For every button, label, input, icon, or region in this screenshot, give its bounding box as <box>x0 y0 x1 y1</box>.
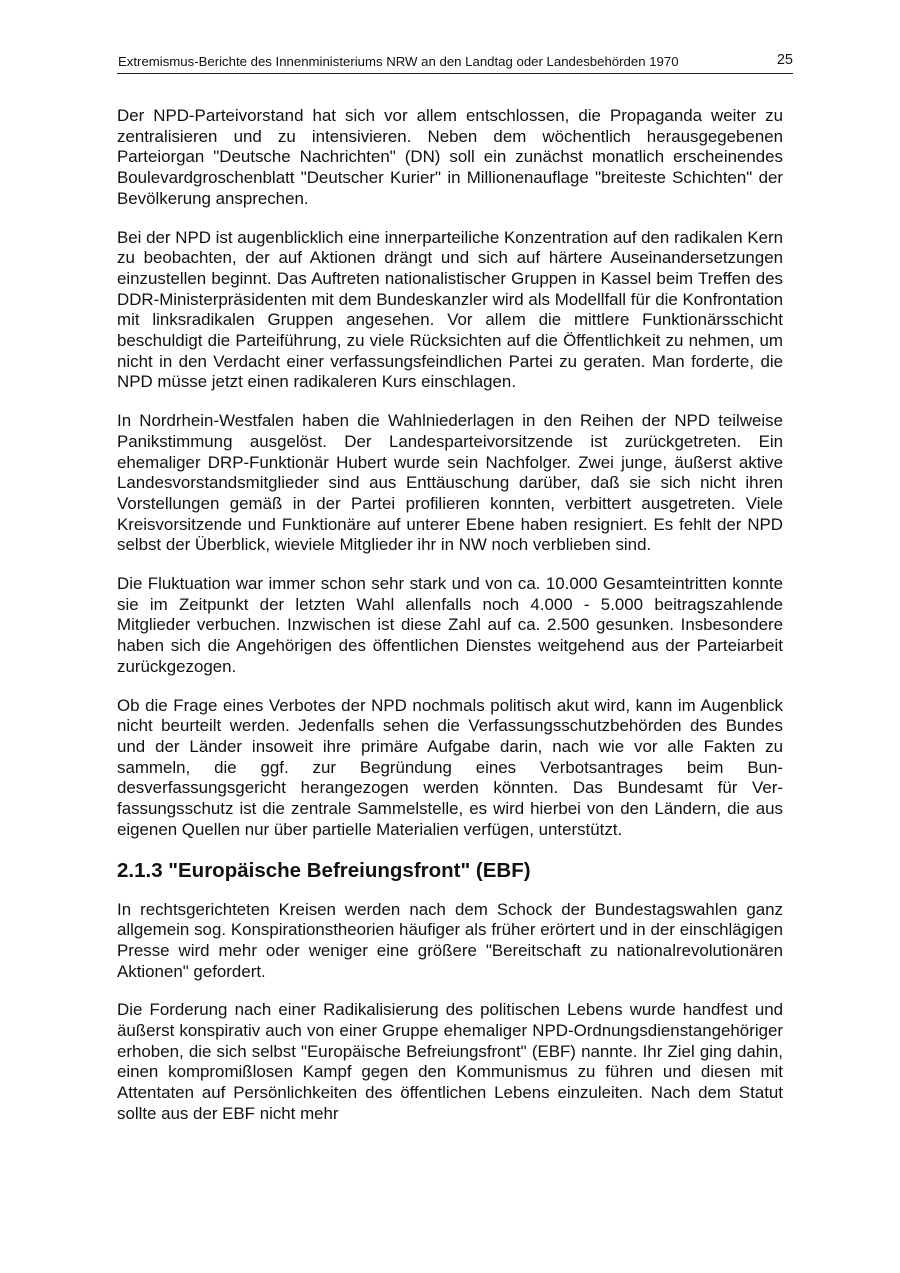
paragraph-npd-radicalization: Bei der NPD ist augenblicklich eine innerparteiliche Konzentration auf den radikalen Kern zu beobachten, der auf Aktionen drängt und sich auf härtere Auseinandersetzungen einzustellen beginnt. Das Auftreten nationalistischer Gruppen in Kassel beim Treffen des DDR-Ministerpräsidenten mit dem Bundeskanzler wird als Modellfall für die Konfrontation mit linksradikalen Gruppen angesehen. Vor allem die mittlere Funktionärsschicht beschuldigt die Parteiführung, zu viele Rücksichten auf die Öffentlichkeit zu nehmen, um nicht in den Verdacht einer verfassungsfeindlichen Partei zu geraten. Man forderte, die NPD müsse jetzt einen radikaleren Kurs einschlagen. <box>117 227 783 392</box>
paragraph-membership-fluctuation: Die Fluktuation war immer schon sehr stark und von ca. 10.000 Gesamteintritten konnte sie im Zeitpunkt der letzten Wahl allenfalls noch 4.000 - 5.000 beitragszahlende Mitglieder verbuchen. Inzwischen ist diese Zahl auf ca. 2.500 gesunken. Insbesondere haben sich die Angehörigen des öffentlichen Dienstes weitgehend aus der Parteiarbeit zurückgezogen. <box>117 574 783 676</box>
paragraph-ebf-group: Die Forderung nach einer Radikalisierung des politischen Lebens wurde handfest und äußerst konspirativ auch von einer Gruppe ehemaliger NPD-Ordnungsdienstangehöriger erhoben, die sich selbst "Europäische Befreiungsfront" (EBF) nannte. Ihr Ziel ging dahin, einen kompromißlosen Kampf gegen den Kommunismus zu führen und diesen mit Attentaten auf Persönlichkeiten des öffentlichen Lebens einzuleiten. Nach dem Statut sollte aus der EBF nicht mehr <box>117 1000 783 1123</box>
paragraph-conspiracy-theories: In rechtsgerichteten Kreisen werden nach dem Schock der Bundestagswahlen ganz allgemein sog. Konspirationstheorien häufiger als früher erörtert und in der einschlägigen Presse wird mehr oder weniger eine größere "Bereitschaft zu nationalrevolutionären Aktionen" gefordert. <box>117 899 783 981</box>
paragraph-nrw-election-losses: In Nordrhein-Westfalen haben die Wahlniederlagen in den Reihen der NPD teilweise Panikstimmung ausgelöst. Der Landesparteivorsitzende ist zurückgetreten. Ein ehemaliger DRP-Funktionär Hubert wurde sein Nachfolger. Zwei junge, äußerst aktive Landesvorstandsmitglieder sind aus Enttäuschung darüber, daß sie sich nicht ihren Vorstellungen gemäß in der Partei profilieren konnten, verbittert ausgetreten. Viele Kreisvorsitzende und Funktionäre auf unterer Ebene haben resigniert. Es fehlt der NPD selbst der Überblick, wieviele Mitglieder ihr in NW noch verblieben sind. <box>117 411 783 555</box>
section-heading-ebf: 2.1.3 "Europäische Befreiungsfront" (EBF) <box>117 858 531 882</box>
header-title: Extremismus-Berichte des Innenministeriums NRW an den Landtag oder Landesbehörden 1970 <box>118 54 679 69</box>
page-header <box>117 54 793 74</box>
paragraph-npd-ban-question: Ob die Frage eines Verbotes der NPD nochmals politisch akut wird, kann im Augenblick nicht beurteilt werden. Jedenfalls sehen die Verfassungsschutzbehörden des Bundes und der Länder insoweit ihre primäre Aufgabe darin, nach wie vor alle Fakten zu sammeln, die ggf. zur Begründung eines Verbotsantrages beim Bundesverfassungsgericht herangezogen werden könnten. Das Bundesamt für Verfassungsschutz ist die zentrale Sammelstelle, es wird hierbei von den Ländern, die aus eigenen Quellen nur über partielle Materialien verfügen, unterstützt. <box>117 695 783 839</box>
page-number: 25 <box>776 52 793 68</box>
body-text <box>117 106 783 1143</box>
paragraph-npd-propaganda: Der NPD-Parteivorstand hat sich vor allem entschlossen, die Propaganda weiter zu zentralisieren und zu intensivieren. Neben dem wöchentlich herausgegebenen Parteiorgan "Deutsche Nachrichten" (DN) soll ein zunächst monatlich erscheinendes Boulevardgroschenblatt "Deutscher Kurier" in Millionenauflage "breiteste Schichten" der Bevölkerung ansprechen. <box>117 106 783 208</box>
